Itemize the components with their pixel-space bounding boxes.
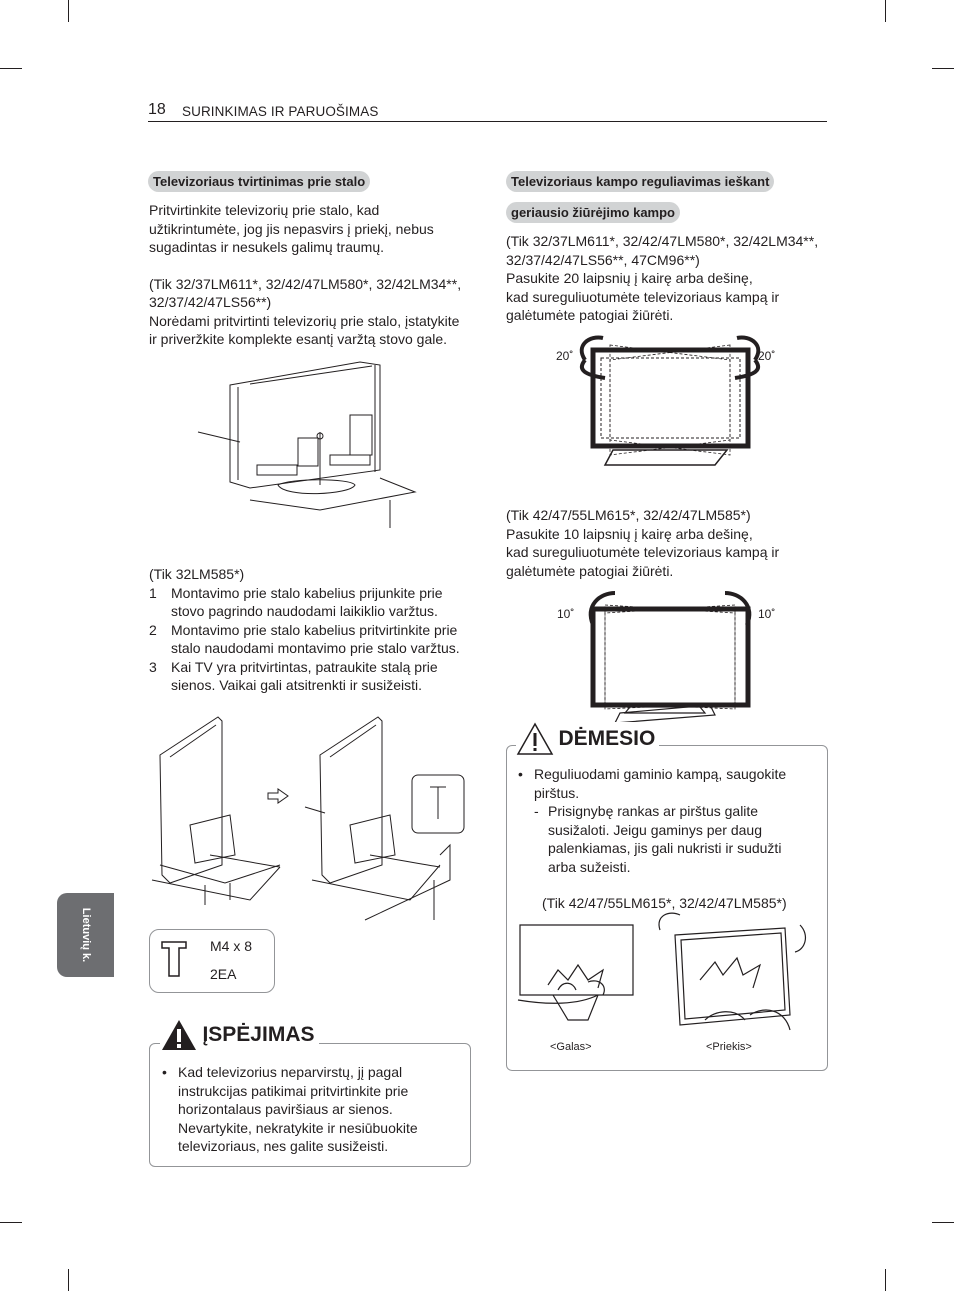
pinch-front-illustration [655,920,815,1035]
step-text: Montavimo prie stalo kabelius prijunkite prie stovo pagrindo naudodami laikiklio varžtus. [171,584,443,619]
step-item [149,658,471,695]
angle-left-20: 20˚ [556,349,574,363]
tv-table-fix-illustration [190,360,420,535]
swivel-line2-2: kad sureguliuotumėte televizoriaus kampą ir galėtumėte patogiai žiūrėti. [506,544,780,579]
swivel-10-illustration [555,585,785,725]
crop-mark [932,1222,954,1223]
step-item [149,621,471,658]
screw-icon [162,942,186,978]
step-number: 2 [149,621,157,638]
caution-title: DĖMESIO [558,727,656,750]
left-intro: Pritvirtinkite televizorių prie stalo, kad užtikrintumėte, jog jis nepasvirs į priekį, nebus sugadintas ir nesukels galimų traumų. [149,202,434,255]
warning-title: ĮSPĖJIMAS [202,1023,315,1046]
step-number: 3 [149,658,157,675]
warning-body [156,1063,446,1156]
swivel-block-1 [506,232,830,325]
caution-dash-text: Prisignybę rankas ar pirštus galite susižaloti. Jeigu gaminys per daug palenkiamas, jis gali nukristi ir sudužti arba sužeisti. [548,803,782,875]
left-heading: Televizoriaus tvirtinimas prie stalo [148,171,370,192]
crop-mark [68,1269,69,1291]
swivel-line2-1: kad sureguliuotumėte televizoriaus kampą ir galėtumėte patogiai žiūrėti. [506,288,780,323]
crop-mark [885,0,886,22]
caption-back: <Galas> [550,1041,592,1053]
angle-left-10: 10˚ [557,607,575,621]
step-number: 1 [149,584,157,601]
page-number: 18 [148,101,166,118]
left-instruction-1: Norėdami pritvirtinti televizorių prie stalo, įstatykite ir priveržkite komplekte esantį varžtą stovo gale. [149,312,460,347]
step-item [149,584,471,621]
steps-list [149,584,471,695]
pinch-back-illustration [518,920,638,1030]
right-heading-line1: Televizoriaus kampo reguliavimas ieškant [506,171,774,192]
angle-right-10: 10˚ [758,607,776,621]
step-text: Montavimo prie stalo kabelius pritvirtinkite prie stalo naudodami montavimo prie stalo varžtus. [171,621,460,656]
warning-bullet-text: Kad televizorius neparvirstų, jį pagal instrukcijas patikimai pritvirtinkite prie horizontalaus paviršiaus ar sienos. Nevartykite, nekratykite ir nesiūbuokite televizoriaus, nes galite susižeisti. [178,1064,418,1154]
caution-body [512,765,812,913]
warning-triangle-icon [160,1018,198,1052]
caution-bullet: • Reguliuodami gaminio kampą, saugokite pirštus. [518,766,787,801]
right-heading-line2: geriausio žiūrėjimo kampo [506,202,680,223]
left-intro-block [149,201,471,349]
caution-triangle-icon [516,722,554,756]
left-steps-block [149,565,471,695]
caption-front: <Priekis> [706,1041,752,1053]
language-tab [57,893,114,977]
caution-models: (Tik 42/47/55LM615*, 32/42/47LM585*) [542,895,787,911]
crop-mark [885,1269,886,1291]
swivel-20-illustration [555,330,785,470]
screw-spec-box [149,929,275,993]
crop-mark [0,68,22,69]
warning-bullet: • Kad televizorius neparvirstų, jį pagal instrukcijas patikimai pritvirtinkite prie horizontalaus paviršiaus ar sienos. Nevartykite, nekratykite ir nesiūbuokite televizoriaus, nes galite susižeisti. [162,1064,418,1154]
screw-qty: 2EA [210,966,237,982]
caution-dash: - Prisignybę rankas ar pirštus galite susižaloti. Jeigu gaminys per daug palenkiamas, jis gali nukristi ir sudužti arba sužeisti. [534,803,782,875]
crop-mark [932,68,954,69]
swivel-line1-1: Pasukite 20 laipsnių į kairę arba dešinę, [506,270,753,286]
crop-mark [0,1222,22,1223]
caution-header [516,722,659,756]
left-models-2: (Tik 32LM585*) [149,566,245,582]
left-models-1: (Tik 32/37LM611*, 32/42/47LM580*, 32/42LM34**, 32/37/42/47LS56**) [149,275,462,310]
language-tab-label: Lietuvių k. [79,907,92,963]
crop-mark [68,0,69,22]
section-title: SURINKIMAS IR PARUOŠIMAS [182,104,379,119]
swivel-models-1: (Tik 32/37LM611*, 32/42/47LM580*, 32/42LM34**, 32/37/42/47LS56**, 47CM96**) [506,233,819,268]
swivel-block-2 [506,506,830,580]
step-text: Kai TV yra pritvirtintas, patraukite stalą prie sienos. Vaikai gali atsitrenkti ir susižeisti. [171,658,438,693]
swivel-line1-2: Pasukite 10 laipsnių į kairę arba dešinę, [506,525,753,542]
screw-size: M4 x 8 [210,938,253,954]
warning-header [160,1018,319,1052]
header-rule [148,121,827,122]
caution-bullet-text: Reguliuodami gaminio kampą, saugokite pirštus. [534,766,787,801]
angle-right-20: 20˚ [758,349,776,363]
table-cable-illustration [150,715,475,920]
swivel-models-2: (Tik 42/47/55LM615*, 32/42/47LM585*) [506,507,751,523]
